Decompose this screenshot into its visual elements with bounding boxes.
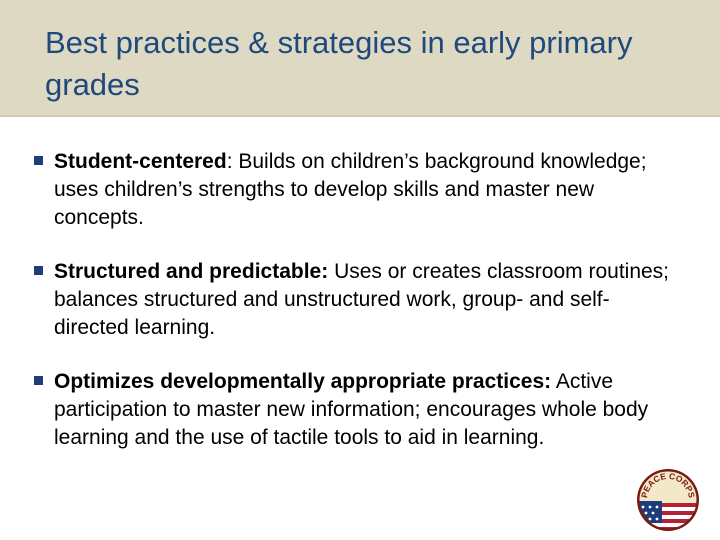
logo-text: PEACE CORPS	[639, 470, 697, 499]
square-bullet-icon	[34, 376, 43, 385]
bullet-text: Active participation to master new information; encourages whole body learning and the use of tactile tools to aid in learning.	[54, 370, 649, 449]
bullet-structured-predictable	[34, 258, 684, 342]
square-bullet-icon	[34, 266, 43, 275]
bullet-term: Optimizes developmentally appropriate practices:	[54, 370, 552, 393]
square-bullet-icon	[34, 156, 43, 165]
bullet-term: Student-centered	[54, 150, 227, 173]
bullet-separator: :	[226, 150, 239, 173]
bullet-list	[34, 148, 684, 478]
bullet-term: Structured and predictable:	[54, 260, 329, 283]
bullet-text: Uses or creates classroom routines; balances structured and unstructured work, group- and self-directed learning.	[54, 260, 670, 339]
slide-title: Best practices & strategies in early primary grades	[45, 25, 633, 102]
title-band	[0, 0, 720, 117]
peace-corps-logo	[636, 468, 700, 532]
bullet-developmentally-appropriate	[34, 368, 684, 452]
bullet-student-centered	[34, 148, 684, 232]
bullet-text: Builds on children’s background knowledge; uses children’s strengths to develop skills and master new concepts.	[54, 150, 647, 229]
